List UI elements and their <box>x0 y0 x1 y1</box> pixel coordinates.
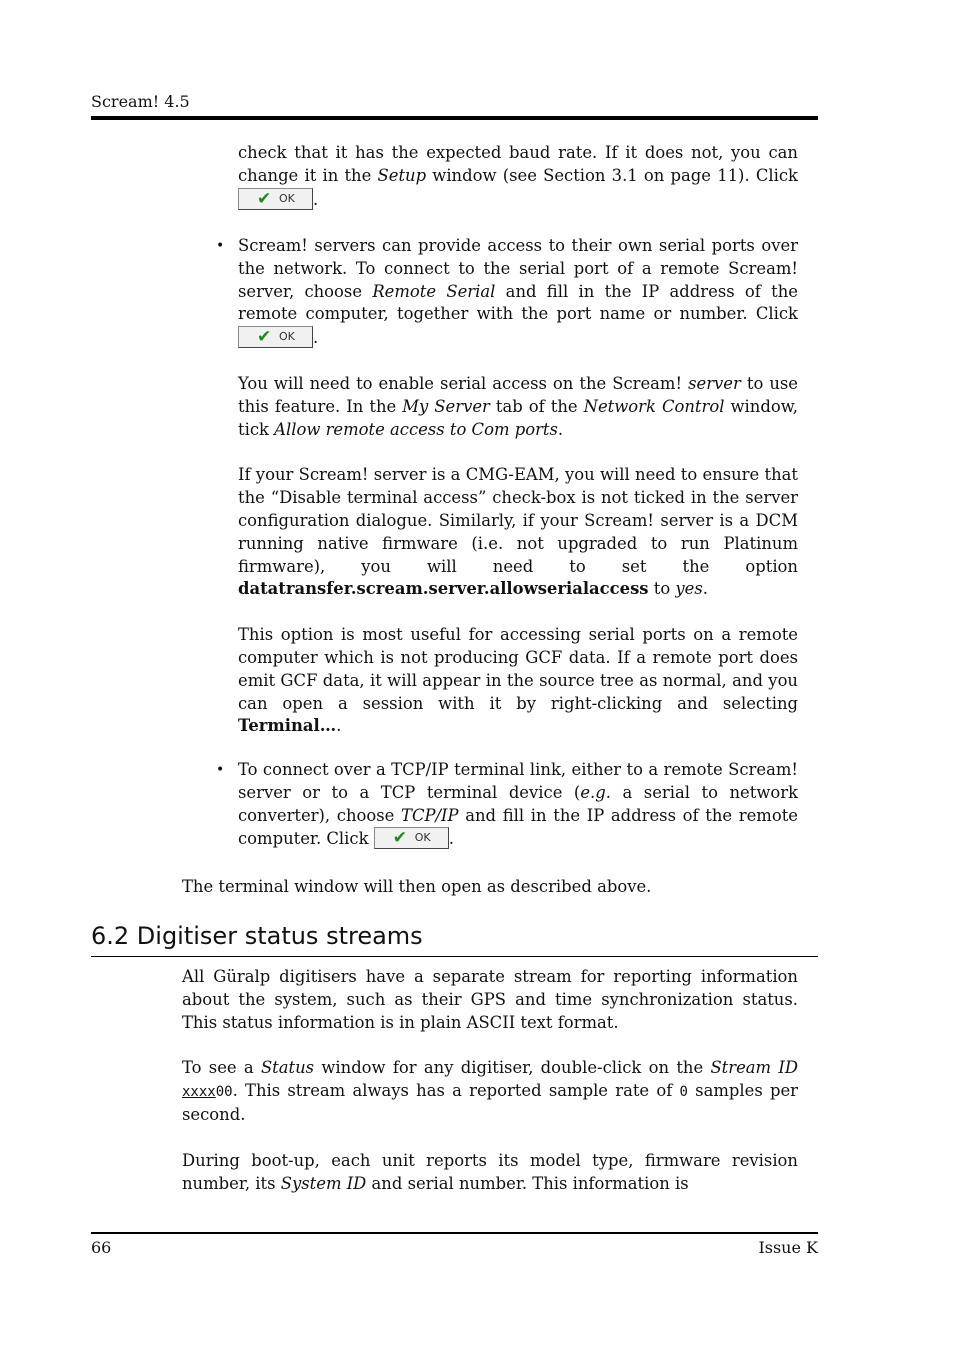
bullet-marker: • <box>216 762 225 778</box>
paragraph-terminal-window: The terminal window will then open as described above. <box>182 877 652 896</box>
body-block-3 <box>238 759 798 851</box>
paragraph-cmg-eam: If your Scream! server is a CMG-EAM, you will need to ensure that the “Disable terminal access” check-box is not ticked in the server configuration dialogue. Similarly, if your Scream! server is a DCM running native firmware (i.e. not upgraded to run Platinum firmware), you will need to set the option datatransfer.scream.server.allowserialaccess to yes. <box>238 465 798 599</box>
stream-id-code: xxxx <box>182 1084 216 1101</box>
paragraph-baud: check that it has the expected baud rate. If it does not, you can change it in the Setup window (see Section 3.1 on page 11). Click ✔ OK . <box>238 143 798 209</box>
paragraph-boot-up: During boot-up, each unit reports its model type, firmware revision number, its System ID and serial number. This information is <box>182 1150 798 1193</box>
paragraph-remote-serial: Scream! servers can provide access to their own serial ports over the network. To connect to the serial port of a remote Scream! server, choose Remote Serial and fill in the IP address of the remote computer, together with the port name or number. Click ✔ OK . <box>238 236 799 348</box>
bullet-marker: • <box>216 238 225 254</box>
header-rule <box>91 116 818 120</box>
checkmark-icon: ✔ <box>257 188 272 209</box>
paragraph-enable-serial: You will need to enable serial access on the Scream! server to use this feature. In the My Server tab of the Network Control window, tick Allow remote access to Com ports. <box>238 373 799 439</box>
footer-rule <box>91 1232 818 1234</box>
paragraph-tcpip: To connect over a TCP/IP terminal link, either to a remote Scream! server or to a TCP terminal device (e.g. a serial to network converter), choose TCP/IP and fill in the IP address of the remote computer. Click ✔ OK . <box>238 760 799 849</box>
section-heading: 6.2 Digitiser status streams <box>91 922 423 950</box>
checkmark-icon: ✔ <box>392 828 407 849</box>
paragraph-option-useful: This option is most useful for accessing serial ports on a remote computer which is not producing GCF data. If a remote port does emit GCF data, it will appear in the source tree as normal, and you can open a session with it by right-clicking and selecting Terminal…. <box>238 625 798 736</box>
paragraph-status-window: To see a Status window for any digitiser, double-click on the Stream ID xxxx00. This stream always has a reported sample rate of 0 samples per second. <box>182 1058 798 1124</box>
ok-button-image: ✔ OK <box>238 326 313 348</box>
body-block-5 <box>182 966 798 1195</box>
checkmark-icon: ✔ <box>257 327 272 348</box>
running-header: Scream! 4.5 <box>91 92 190 111</box>
body-block-2 <box>238 235 798 738</box>
page-number: 66 <box>91 1238 112 1257</box>
paragraph-guralp-digitisers: All Güralp digitisers have a separate stream for reporting information about the system, such as their GPS and time synchronization status. This status information is in plain ASCII text format. <box>182 967 798 1032</box>
section-rule <box>91 956 818 957</box>
ok-button-image: ✔ OK <box>374 827 449 849</box>
body-block-1 <box>238 142 798 211</box>
ok-button-image: ✔ OK <box>238 188 313 210</box>
issue-label: Issue K <box>758 1238 818 1257</box>
body-block-4 <box>182 876 798 899</box>
